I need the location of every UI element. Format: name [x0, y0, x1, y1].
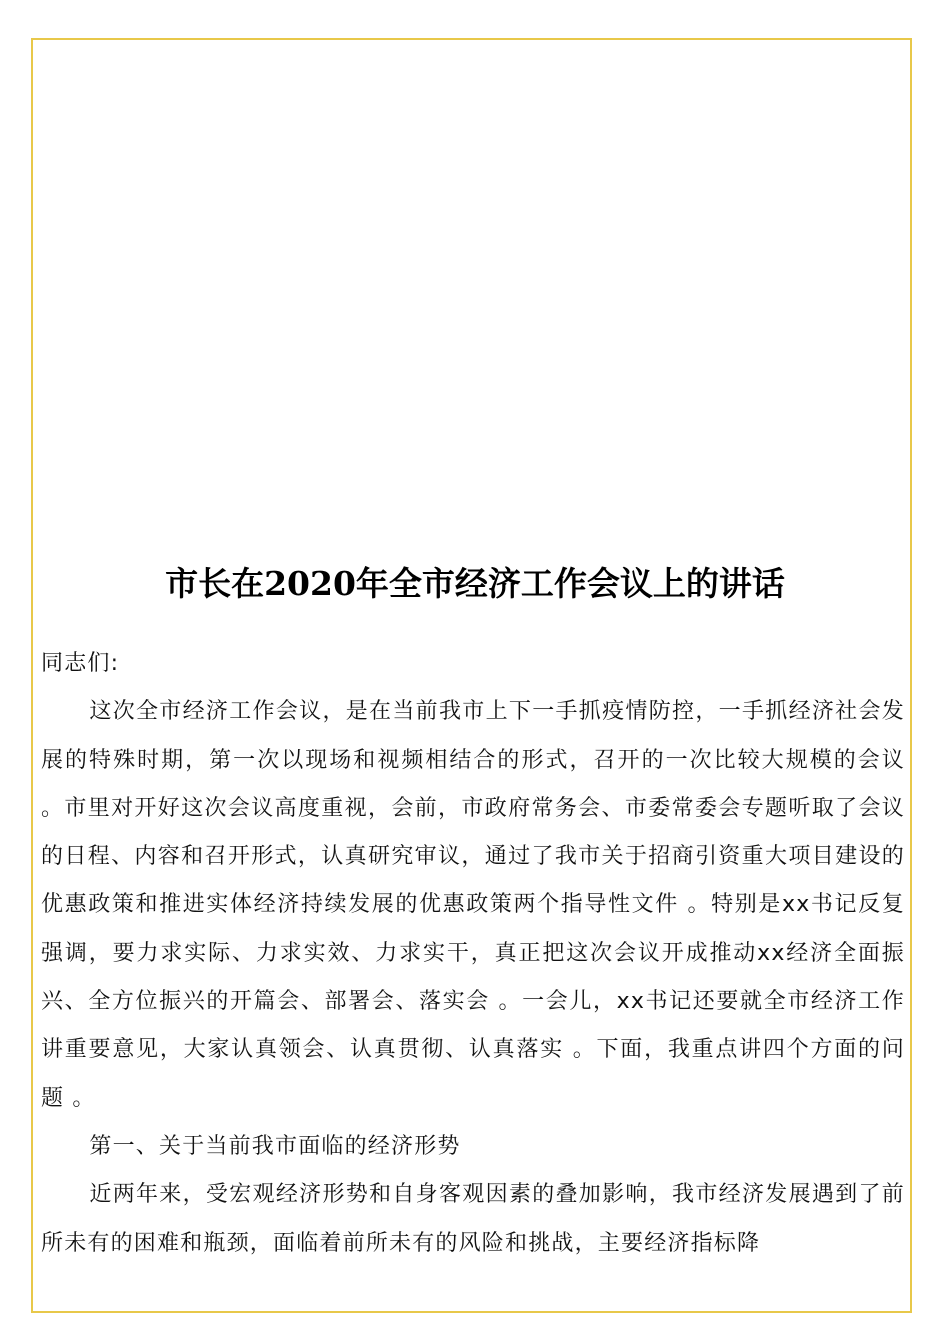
document-title: 市长在2020年全市经济工作会议上的讲话 [165, 564, 785, 603]
document-body [41, 640, 905, 1268]
salutation: 同志们: [41, 651, 120, 676]
section-heading-1: 第一、关于当前我市面临的经济形势 [89, 1133, 461, 1159]
paragraph-economic-situation: 近两年来，受宏观经济形势和自身客观因素的叠加影响，我市经济发展遇到了前所未有的困难和瓶颈，面临着前所未有的风险和挑战，主要经济指标降 [41, 1182, 905, 1256]
paragraph-intro: 这次全市经济工作会议，是在当前我市上下一手抓疫情防控，一手抓经济社会发展的特殊时期，第一次以现场和视频相结合的形式，召开的一次比较大规模的会议 。市里对开好这次会议高度重视，会前，市政府常务会、市委常委会专题听取了会议的日程、内容和召开形式，认真研究审议，通过了我市关于招商引资重大项目建设的优惠政策和推进实体经济持续发展的优惠政策两个指导性文件 。特别是xx书记反复强调，要力求实际、力求实效、力求实干，真正把这次会议开成推动xx经济全面振兴、全方位振兴的开篇会、部署会、落实会 。一会儿，xx书记还要就全市经济工作讲重要意见，大家认真领会、认真贯彻、认真落实 。下面，我重点讲四个方面的问题 。 [41, 699, 905, 1111]
